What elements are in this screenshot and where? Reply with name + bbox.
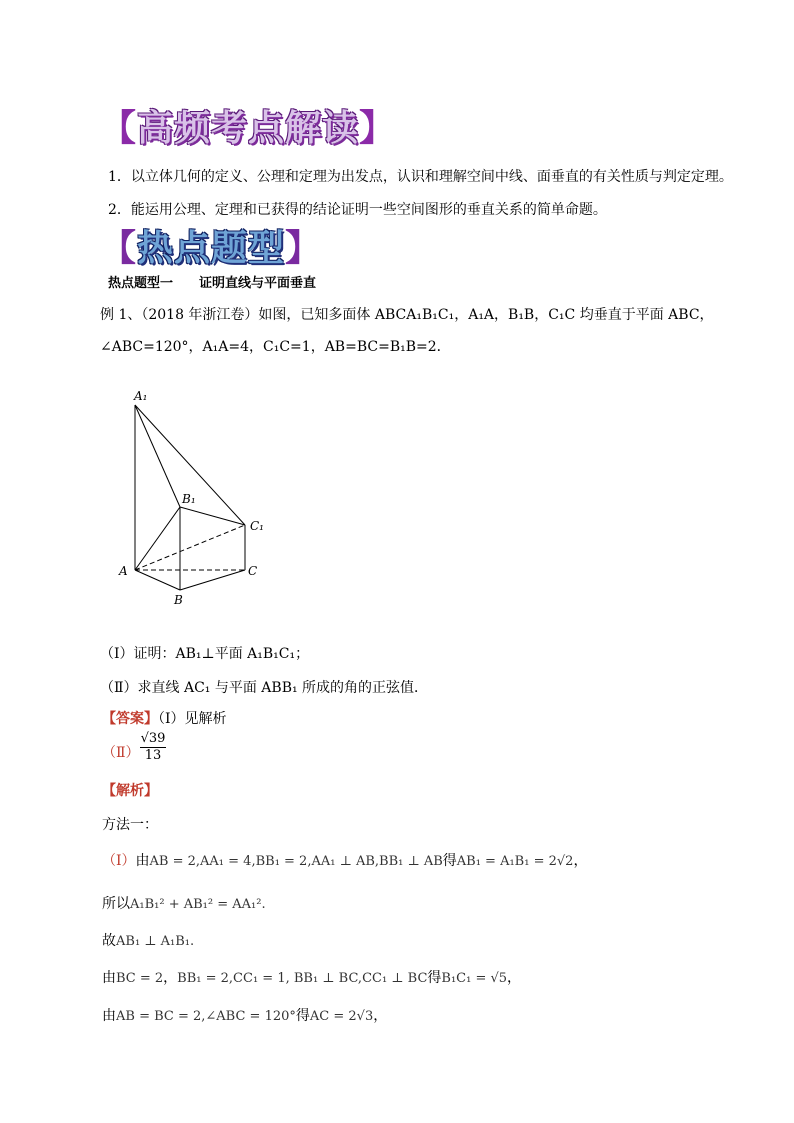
answer-part-2-label: （Ⅱ） (102, 745, 140, 761)
proof-step-2 (102, 893, 266, 913)
example-line-2: ∠ABC=120°，A₁A=4，C₁C=1，AB=BC=B₁B=2． (100, 339, 451, 355)
analysis-label: 【解析】 (102, 783, 158, 799)
banner-close-bracket: 】 (285, 228, 323, 269)
step-5-de: 得 (295, 1008, 310, 1024)
edge-b-c (180, 570, 245, 590)
step-4-end: ， (507, 970, 522, 986)
step-5-math-2: AC = 2√3 (309, 1009, 374, 1024)
step-1-you: 由 (135, 853, 150, 869)
question-1: （Ⅰ）证明：AB₁⊥平面 A₁B₁C₁； (100, 646, 310, 662)
step-4-comma: ， (163, 970, 178, 986)
fraction-denominator: 13 (144, 748, 162, 763)
step-4-math-1: BC = 2 (116, 971, 164, 986)
banner-close-bracket: 】 (359, 108, 397, 149)
step-4-math-3: B₁C₁ = √5 (441, 971, 508, 986)
step-4-math-2: BB₁ = 2,CC₁ = 1, BB₁ ⊥ BC,CC₁ ⊥ BC (177, 971, 428, 986)
answer-part-1: （Ⅰ）见解析 (158, 711, 227, 727)
step-1-end: ， (573, 853, 588, 869)
step-1-math-1: AB = 2,AA₁ = 4,BB₁ = 2,AA₁ ⊥ AB,BB₁ ⊥ AB (149, 854, 443, 869)
step-4-de: 得 (427, 970, 442, 986)
edge-a1-b1 (135, 405, 180, 507)
step-2-math: A₁B₁² + AB₁² = AA₁². (130, 897, 266, 912)
banner-open-bracket: 【 (100, 108, 138, 149)
answer-row (102, 708, 227, 728)
question-2: （Ⅱ）求直线 AC₁ 与平面 ABB₁ 所成的角的正弦值． (100, 680, 429, 696)
step-1-de: 得 (442, 853, 457, 869)
step-5-math-1: AB = BC = 2,∠ABC = 120° (116, 1009, 296, 1024)
answer-label: 【答案】 (102, 711, 158, 727)
label-b1: B₁ (182, 492, 196, 506)
step-5-you: 由 (102, 1008, 116, 1024)
banner-title: 高频考点解读 (137, 108, 360, 149)
example-line-1: 例 1、（2018 年浙江卷）如图，已知多面体 ABCA₁B₁C₁，A₁A，B₁B，C₁C 均垂直于平面 ABC， (100, 307, 714, 323)
topic-heading: 热点题型一 证明直线与平面垂直 (108, 276, 317, 291)
label-a: A (119, 564, 128, 578)
objective-1: 1．以立体几何的定义、公理和定理为出发点，认识和理解空间中线、面垂直的有关性质与判定定理。 (108, 169, 733, 185)
step-2-text: 所以 (102, 896, 130, 912)
step-3-text: 故 (102, 933, 116, 949)
step-4-you: 由 (102, 970, 116, 986)
banner-frequent-points (100, 100, 396, 151)
proof-step-1 (102, 850, 587, 870)
edge-a1-c1 (135, 405, 245, 525)
step-5-end: ， (373, 1008, 388, 1024)
banner-open-bracket: 【 (100, 228, 138, 269)
proof-step-5 (102, 1005, 387, 1025)
banner-hot-topics (100, 220, 322, 271)
method-label: 方法一： (102, 817, 158, 833)
label-c: C (248, 564, 258, 578)
polyhedron-figure (110, 380, 280, 610)
edge-b1-c1 (180, 507, 245, 525)
banner-title: 热点题型 (137, 228, 286, 269)
label-a1: A₁ (134, 389, 148, 403)
objective-2: 2．能运用公理、定理和已获得的结论证明一些空间图形的垂直关系的简单命题。 (108, 202, 607, 218)
edge-a-b (135, 570, 180, 590)
step-3-math: AB₁ ⊥ A₁B₁. (116, 934, 195, 949)
proof-step-4 (102, 967, 521, 987)
label-b: B (174, 593, 183, 607)
label-c1: C₁ (250, 519, 264, 533)
fraction-numerator: √39 (140, 731, 166, 746)
step-1-math-2: AB₁ = A₁B₁ = 2√2 (456, 854, 574, 869)
answer-fraction (140, 731, 166, 763)
step-1-prefix: （Ⅰ） (102, 853, 136, 869)
proof-step-3 (102, 930, 194, 950)
